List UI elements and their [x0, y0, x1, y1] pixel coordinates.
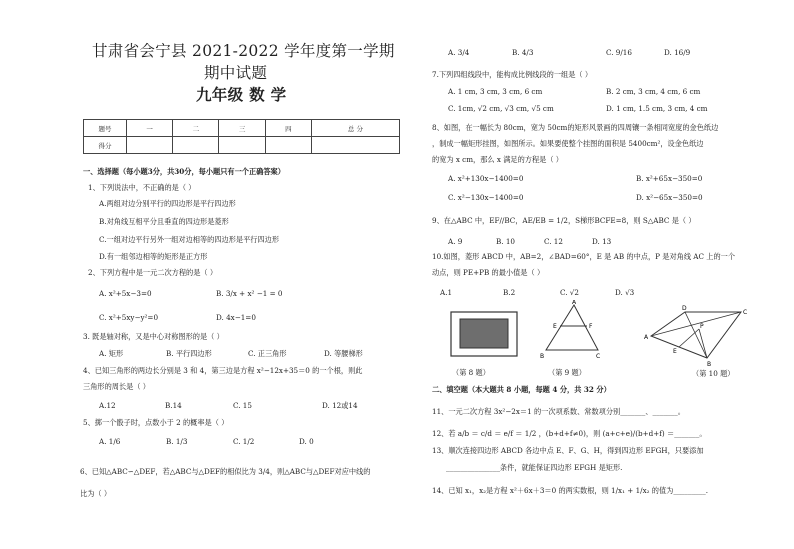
question-10: 10.如图，菱形 ABCD 中，AB=2，∠BAD=60°，E 是 AB 的中点，P 是对角线 AC 上的一个	[432, 252, 736, 261]
option: D. 等腰梯形	[324, 349, 363, 358]
exam-subtitle: 期中试题	[204, 64, 268, 82]
option: A.两组对边分别平行的四边形是平行四边形	[99, 199, 236, 208]
option: D. 4x−1=0	[216, 313, 256, 322]
question-9: 9、在△ABC 中，EF//BC，AE/EB = 1/2，S梯形BCFE=8，则 S△ABC 是（ ）	[432, 216, 696, 225]
question-13-cont: _______________条件，就能保证四边形 EFGH 是矩形.	[446, 463, 623, 472]
score-table-row	[84, 120, 400, 137]
question-11: 11、一元二次方程 3x²−2x＝1 的一次项系数、常数项分别_______、_______。	[432, 407, 685, 416]
figure-8-frame	[450, 311, 520, 359]
option: D.有一组邻边相等的矩形是正方形	[99, 252, 208, 261]
svg-text:E: E	[673, 348, 677, 355]
score-cell: 三	[219, 120, 265, 137]
question-8: 8、如图，在一幅长为 80cm，宽为 50cm的矩形风景画的四周镶一条相同宽度的金色纸边	[432, 123, 719, 132]
section-heading: 一、选择题（每小题3分，共30分，每小题只有一个正确答案）	[83, 167, 285, 176]
svg-text:D: D	[682, 305, 687, 312]
figure-9-triangle	[538, 300, 608, 362]
option: C. √2	[560, 288, 579, 297]
option: A. 9	[448, 237, 463, 246]
question-2: 2、下列方程中是一元二次方程的是（ ）	[88, 268, 218, 277]
section-heading: 二、填空题（本大题共 8 小题，每题 4 分，共 32 分）	[432, 385, 611, 394]
question-13: 13、顺次连接四边形 ABCD 各边中点 E、F、G、H，得到四边形 EFGH，只要添加	[432, 446, 704, 455]
figure-10-rhombus	[643, 304, 753, 368]
option: C. 12	[544, 237, 563, 246]
score-cell: 一	[127, 120, 173, 137]
option: B.14	[165, 401, 182, 410]
option: C. x²−130x−1400=0	[448, 193, 524, 202]
question-4-cont: 三角形的周长是（ ）	[83, 382, 150, 391]
option: D. 12或14	[322, 401, 358, 410]
option: A. 矩形	[99, 349, 124, 358]
option: B. 10	[496, 237, 515, 246]
svg-text:P: P	[700, 323, 704, 330]
option: B. 3/x + x² −1 = 0	[216, 289, 283, 298]
option: C. 正三角形	[248, 349, 287, 358]
question-6-cont: 比为（ ）	[80, 489, 112, 498]
option: B.对角线互相平分且垂直的四边形是菱形	[99, 217, 229, 226]
score-cell	[219, 137, 265, 154]
option: C. 1/2	[233, 437, 255, 446]
score-table-row	[84, 137, 400, 154]
question-4: 4、已知三角形的两边长分别是 3 和 4，第三边是方程 x²−12x+35＝0 的一个根，则此	[83, 366, 363, 375]
question-12: 12、若 a/b ＝ c/d ＝ e/f ＝ 1/2 ，(b+d+f≠0)，则 (a+c+e)/(b+d+f) ＝_______。	[432, 429, 707, 438]
score-cell	[265, 137, 311, 154]
option: B.2	[503, 288, 516, 297]
figure-caption: （第 9 题）	[548, 368, 586, 377]
score-cell: 题号	[84, 120, 127, 137]
question-10-cont: 动点，则 PE+PB 的最小值是（ ）	[432, 268, 545, 277]
option: A. 1 cm, 3 cm, 3 cm, 6 cm	[448, 87, 543, 96]
score-cell: 总 分	[311, 120, 399, 137]
option: D. 0	[299, 437, 314, 446]
score-cell	[311, 137, 399, 154]
svg-text:C: C	[596, 353, 601, 360]
option: D. 13	[592, 237, 612, 246]
svg-text:F: F	[589, 323, 593, 330]
figure-caption: （第 10 题）	[692, 369, 735, 378]
svg-text:B: B	[540, 353, 545, 360]
question-8-cont: ，制成一幅矩形挂图，如图所示。如果要使整个挂图的面积是 5400cm²，设金色纸边	[432, 139, 704, 148]
right-column	[400, 0, 794, 549]
svg-text:E: E	[553, 323, 557, 330]
svg-text:B: B	[707, 361, 712, 368]
option: A. x²+130x−1400=0	[448, 174, 524, 183]
option: C.一组对边平行另外一组对边相等的四边形是平行四边形	[99, 235, 280, 244]
score-cell	[127, 137, 173, 154]
svg-text:A: A	[644, 334, 649, 341]
option: C. 15	[233, 401, 252, 410]
option: B. 4/3	[512, 48, 534, 57]
question-8-cont: 的宽为 x cm，那么 x 满足的方程是（ ）	[432, 155, 563, 164]
score-cell	[173, 137, 219, 154]
option: B. x²+65x−350=0	[636, 174, 703, 183]
svg-text:A: A	[572, 300, 577, 306]
question-5: 5、掷一个骰子时，点数小于 2 的概率是（ ）	[83, 418, 229, 427]
question-1: 1、下列说法中，不正确的是（ ）	[88, 183, 196, 192]
exam-title: 甘肃省会宁县 2021-2022 学年度第一学期	[92, 42, 395, 60]
option: C. x²+5xy−y²=0	[99, 313, 159, 322]
score-cell: 四	[265, 120, 311, 137]
question-6: 6、已知△ABC∽△DEF，若△ABC与△DEF的相似比为 3/4，则△ABC与△DEF对应中线的	[80, 467, 371, 476]
option: A. x²+5x−3=0	[99, 289, 152, 298]
score-cell: 得分	[84, 137, 127, 154]
option: A. 3/4	[448, 48, 470, 57]
question-14: 14、已知 x₁，x₂是方程 x²＋6x＋3＝0 的两实数根，则 1/x₁ + 1/x₂ 的值为_________.	[432, 486, 708, 495]
option: A.12	[99, 401, 116, 410]
score-table	[83, 119, 400, 154]
option: D. √3	[615, 288, 635, 297]
question-7: 7.下列四组线段中，能构成比例线段的一组是（ ）	[432, 70, 593, 79]
option: C. 1cm, √2 cm, √3 cm, √5 cm	[448, 104, 554, 113]
score-cell: 二	[173, 120, 219, 137]
question-3: 3. 既是轴对称，又是中心对称图形的是（ ）	[83, 332, 224, 341]
option: A.1	[440, 288, 453, 297]
option: D. 16/9	[664, 48, 691, 57]
option: C. 9/16	[606, 48, 632, 57]
svg-text:C: C	[743, 309, 748, 316]
option: B. 平行四边形	[166, 349, 212, 358]
option: B. 2 cm, 3 cm, 4 cm, 6 cm	[606, 87, 701, 96]
option: D. 1 cm, 1.5 cm, 3 cm, 4 cm	[606, 104, 708, 113]
figure-caption: （第 8 题）	[452, 368, 490, 377]
option: A. 1/6	[99, 437, 121, 446]
exam-grade-subject: 九年级 数 学	[196, 85, 287, 104]
option: D. x²−65x−350=0	[636, 193, 703, 202]
option: B. 1/3	[166, 437, 188, 446]
